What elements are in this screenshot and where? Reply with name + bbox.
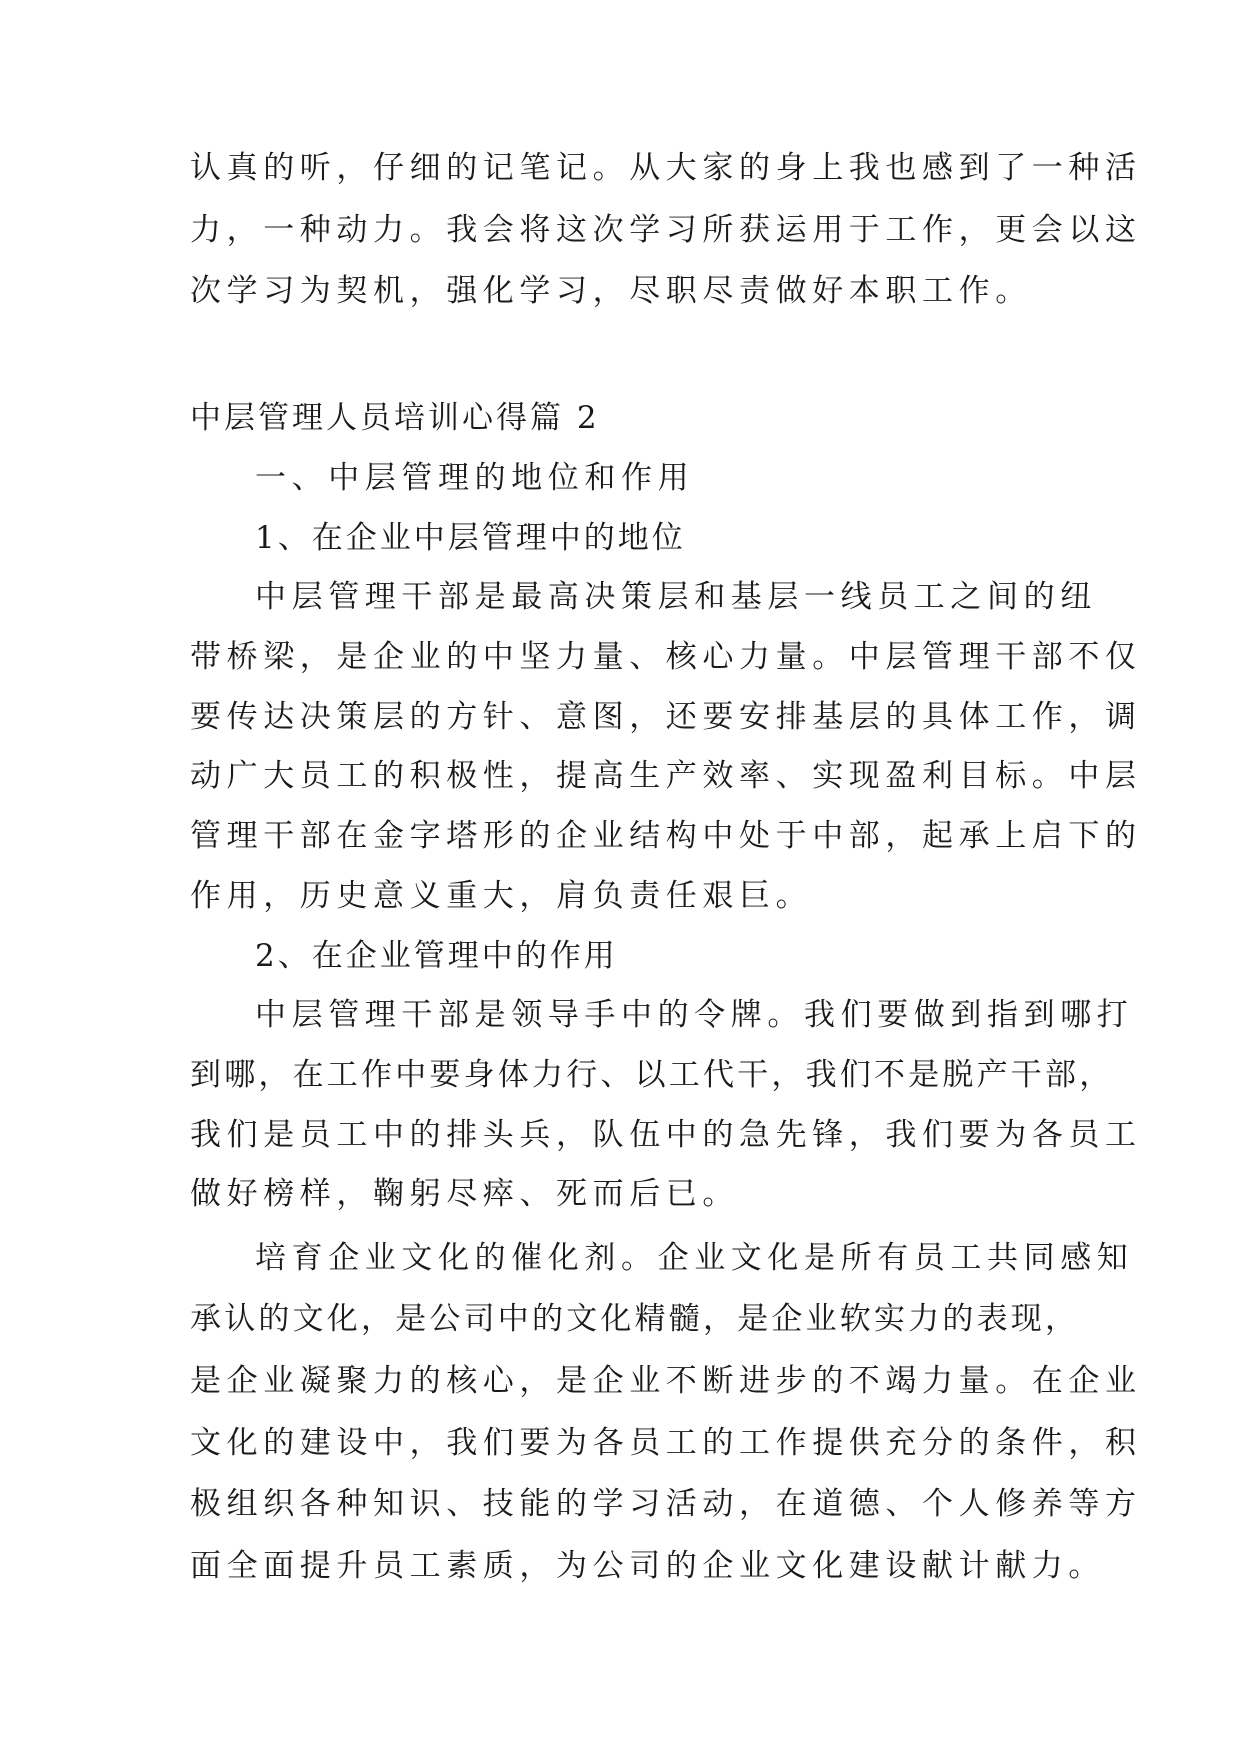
subheading-2: 2、在企业管理中的作用 [255, 938, 618, 974]
text-line: 我们是员工中的排头兵，队伍中的急先锋，我们要为各员工 [190, 1117, 1142, 1153]
text-line: 文化的建设中，我们要为各员工的工作提供充分的条件，积 [190, 1425, 1142, 1461]
text-line: 到哪，在工作中要身体力行、以工代干，我们不是脱产干部， [190, 1057, 1114, 1093]
text-line: 力，一种动力。我会将这次学习所获运用于工作，更会以这 [190, 212, 1142, 248]
text-line: 认真的听，仔细的记笔记。从大家的身上我也感到了一种活 [190, 150, 1142, 186]
subheading-1: 1、在企业中层管理中的地位 [255, 520, 686, 556]
text-line: 承认的文化，是公司中的文化精髓，是企业软实力的表现， [190, 1301, 1080, 1337]
text-line: 动广大员工的积极性，提高生产效率、实现盈利目标。中层 [190, 758, 1142, 794]
text-line: 培育企业文化的催化剂。企业文化是所有员工共同感知 [255, 1240, 1134, 1276]
text-line: 管理干部在金字塔形的企业结构中处于中部，起承上启下的 [190, 818, 1142, 854]
heading-1: 一、中层管理的地位和作用 [255, 460, 695, 496]
text-line: 极组织各种知识、技能的学习活动，在道德、个人修养等方 [190, 1486, 1142, 1522]
text-line: 次学习为契机，强化学习，尽职尽责做好本职工作。 [190, 273, 1032, 309]
text-line: 中层管理干部是最高决策层和基层一线员工之间的纽 [255, 579, 1097, 615]
text-line: 是企业凝聚力的核心，是企业不断进步的不竭力量。在企业 [190, 1363, 1142, 1399]
text-line: 作用，历史意义重大，肩负责任艰巨。 [190, 878, 813, 914]
text-line: 要传达决策层的方针、意图，还要安排基层的具体工作，调 [190, 699, 1142, 735]
text-line: 带桥梁，是企业的中坚力量、核心力量。中层管理干部不仅 [190, 639, 1142, 675]
text-line: 做好榜样，鞠躬尽瘁、死而后已。 [190, 1176, 739, 1212]
text-line: 中层管理干部是领导手中的令牌。我们要做到指到哪打 [255, 997, 1134, 1033]
section-title: 中层管理人员培训心得篇 2 [190, 400, 600, 436]
text-line: 面全面提升员工素质，为公司的企业文化建设献计献力。 [190, 1548, 1105, 1584]
